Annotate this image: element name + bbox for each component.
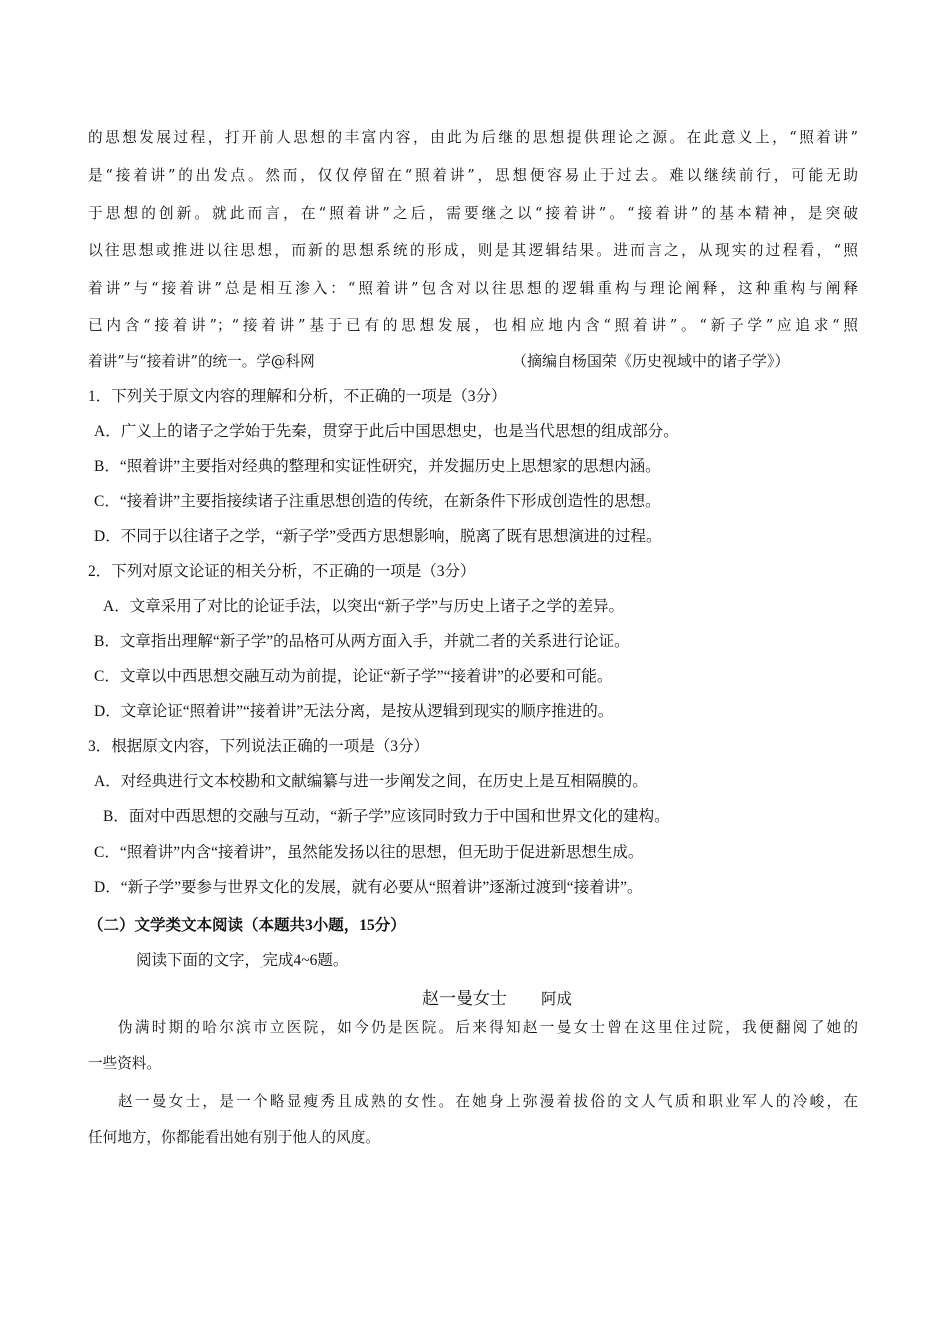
option-d: D．不同于以往诸子之学，“新子学”受西方思想影响，脱离了既有思想演进的过程。 <box>94 528 662 545</box>
story-title-line <box>422 984 572 1009</box>
section-heading: （二）文学类文本阅读（本题共3小题，15分） <box>88 917 406 934</box>
option-b: B．“照着讲”主要指对经典的整理和实证性研究，并发掘历史上思想家的思想内涵。 <box>94 458 661 475</box>
story-title: 赵一曼女士 <box>422 989 507 1008</box>
passage-line: 着讲”与“接着讲”的统一。学@科网 <box>88 353 315 370</box>
story-line: 一些资料。 <box>88 1055 161 1072</box>
passage-line: 是“接着讲”的出发点。然而，仅仅停留在“照着讲”，思想便容易止于过去。难以继续前行，可能无助 <box>88 167 858 184</box>
option-b: B．文章指出理解“新子学”的品格可从两方面入手，并就二者的关系进行论证。 <box>94 633 630 650</box>
passage-line: 已内含“接着讲”；“接着讲”基于已有的思想发展，也相应地内含“照着讲”。“新子学”应追求“照 <box>88 317 858 334</box>
passage-line: 于思想的创新。就此而言，在“照着讲”之后，需要继之以“接着讲”。“接着讲”的基本精神，是突破 <box>88 205 858 222</box>
question-stem: 1．下列关于原文内容的理解和分析，不正确的一项是（3分） <box>88 388 507 405</box>
option-d: D．“新子学”要参与世界文化的发展，就有必要从“照着讲”逐渐过渡到“接着讲”。 <box>94 879 643 896</box>
passage-line: 的思想发展过程，打开前人思想的丰富内容，由此为后继的思想提供理论之源。在此意义上，“照着讲” <box>88 129 858 146</box>
option-a: A．广义上的诸子之学始于先秦，贯穿于此后中国思想史，也是当代思想的组成部分。 <box>94 423 679 440</box>
option-c: C．“接着讲”主要指接续诸子注重思想创造的传统，在新条件下形成创造性的思想。 <box>94 493 661 510</box>
intro-text-end: 完成4~6题。 <box>262 952 349 969</box>
section-intro <box>136 948 348 971</box>
story-line: 任何地方，你都能看出她有别于他人的风度。 <box>88 1129 380 1146</box>
intro-text: 阅读下面的文字， <box>136 952 261 969</box>
option-c: C．文章以中西思想交融互动为前提，论证“新子学”“接着讲”的必要和可能。 <box>94 668 613 685</box>
story-line: 赵一曼女士，是一个略显瘦秀且成熟的女性。在她身上弥漫着拔俗的文人气质和职业军人的冷峻，在 <box>118 1093 858 1110</box>
option-a: A．文章采用了对比的论证手法，以突出“新子学”与历史上诸子之学的差异。 <box>103 598 624 615</box>
option-c: C．“照着讲”内含“接着讲”，虽然能发扬以往的思想，但无助于促进新思想生成。 <box>94 844 644 861</box>
story-line: 伪满时期的哈尔滨市立医院，如今仍是医院。后来得知赵一曼女士曾在这里住过院，我便翻阅了她的 <box>118 1019 858 1036</box>
question-stem: 2．下列对原文论证的相关分析，不正确的一项是（3分） <box>88 563 476 580</box>
story-author: 阿成 <box>541 991 573 1008</box>
intro-mark: . <box>260 960 263 971</box>
passage-line: 着讲”与“接着讲”总是相互渗入：“照着讲”包含对以往思想的逻辑重构与理论阐释，这种重构与阐释 <box>88 280 858 297</box>
passage-line: 以往思想或推进以往思想，而新的思想系统的形成，则是其逻辑结果。进而言之，从现实的过程看，“照 <box>88 242 858 259</box>
option-a: A．对经典进行文本校勘和文献编纂与进一步阐发之间，在历史上是互相隔膜的。 <box>94 773 648 790</box>
option-b: B．面对中西思想的交融与互动，“新子学”应该同时致力于中国和世界文化的建构。 <box>103 808 670 825</box>
option-d: D．文章论证“照着讲”“接着讲”无法分离，是按从逻辑到现实的顺序推进的。 <box>94 703 614 720</box>
passage-source: （摘编自杨国荣《历史视域中的诸子学》） <box>512 354 790 370</box>
question-stem: 3．根据原文内容，下列说法正确的一项是（3分） <box>88 738 430 755</box>
